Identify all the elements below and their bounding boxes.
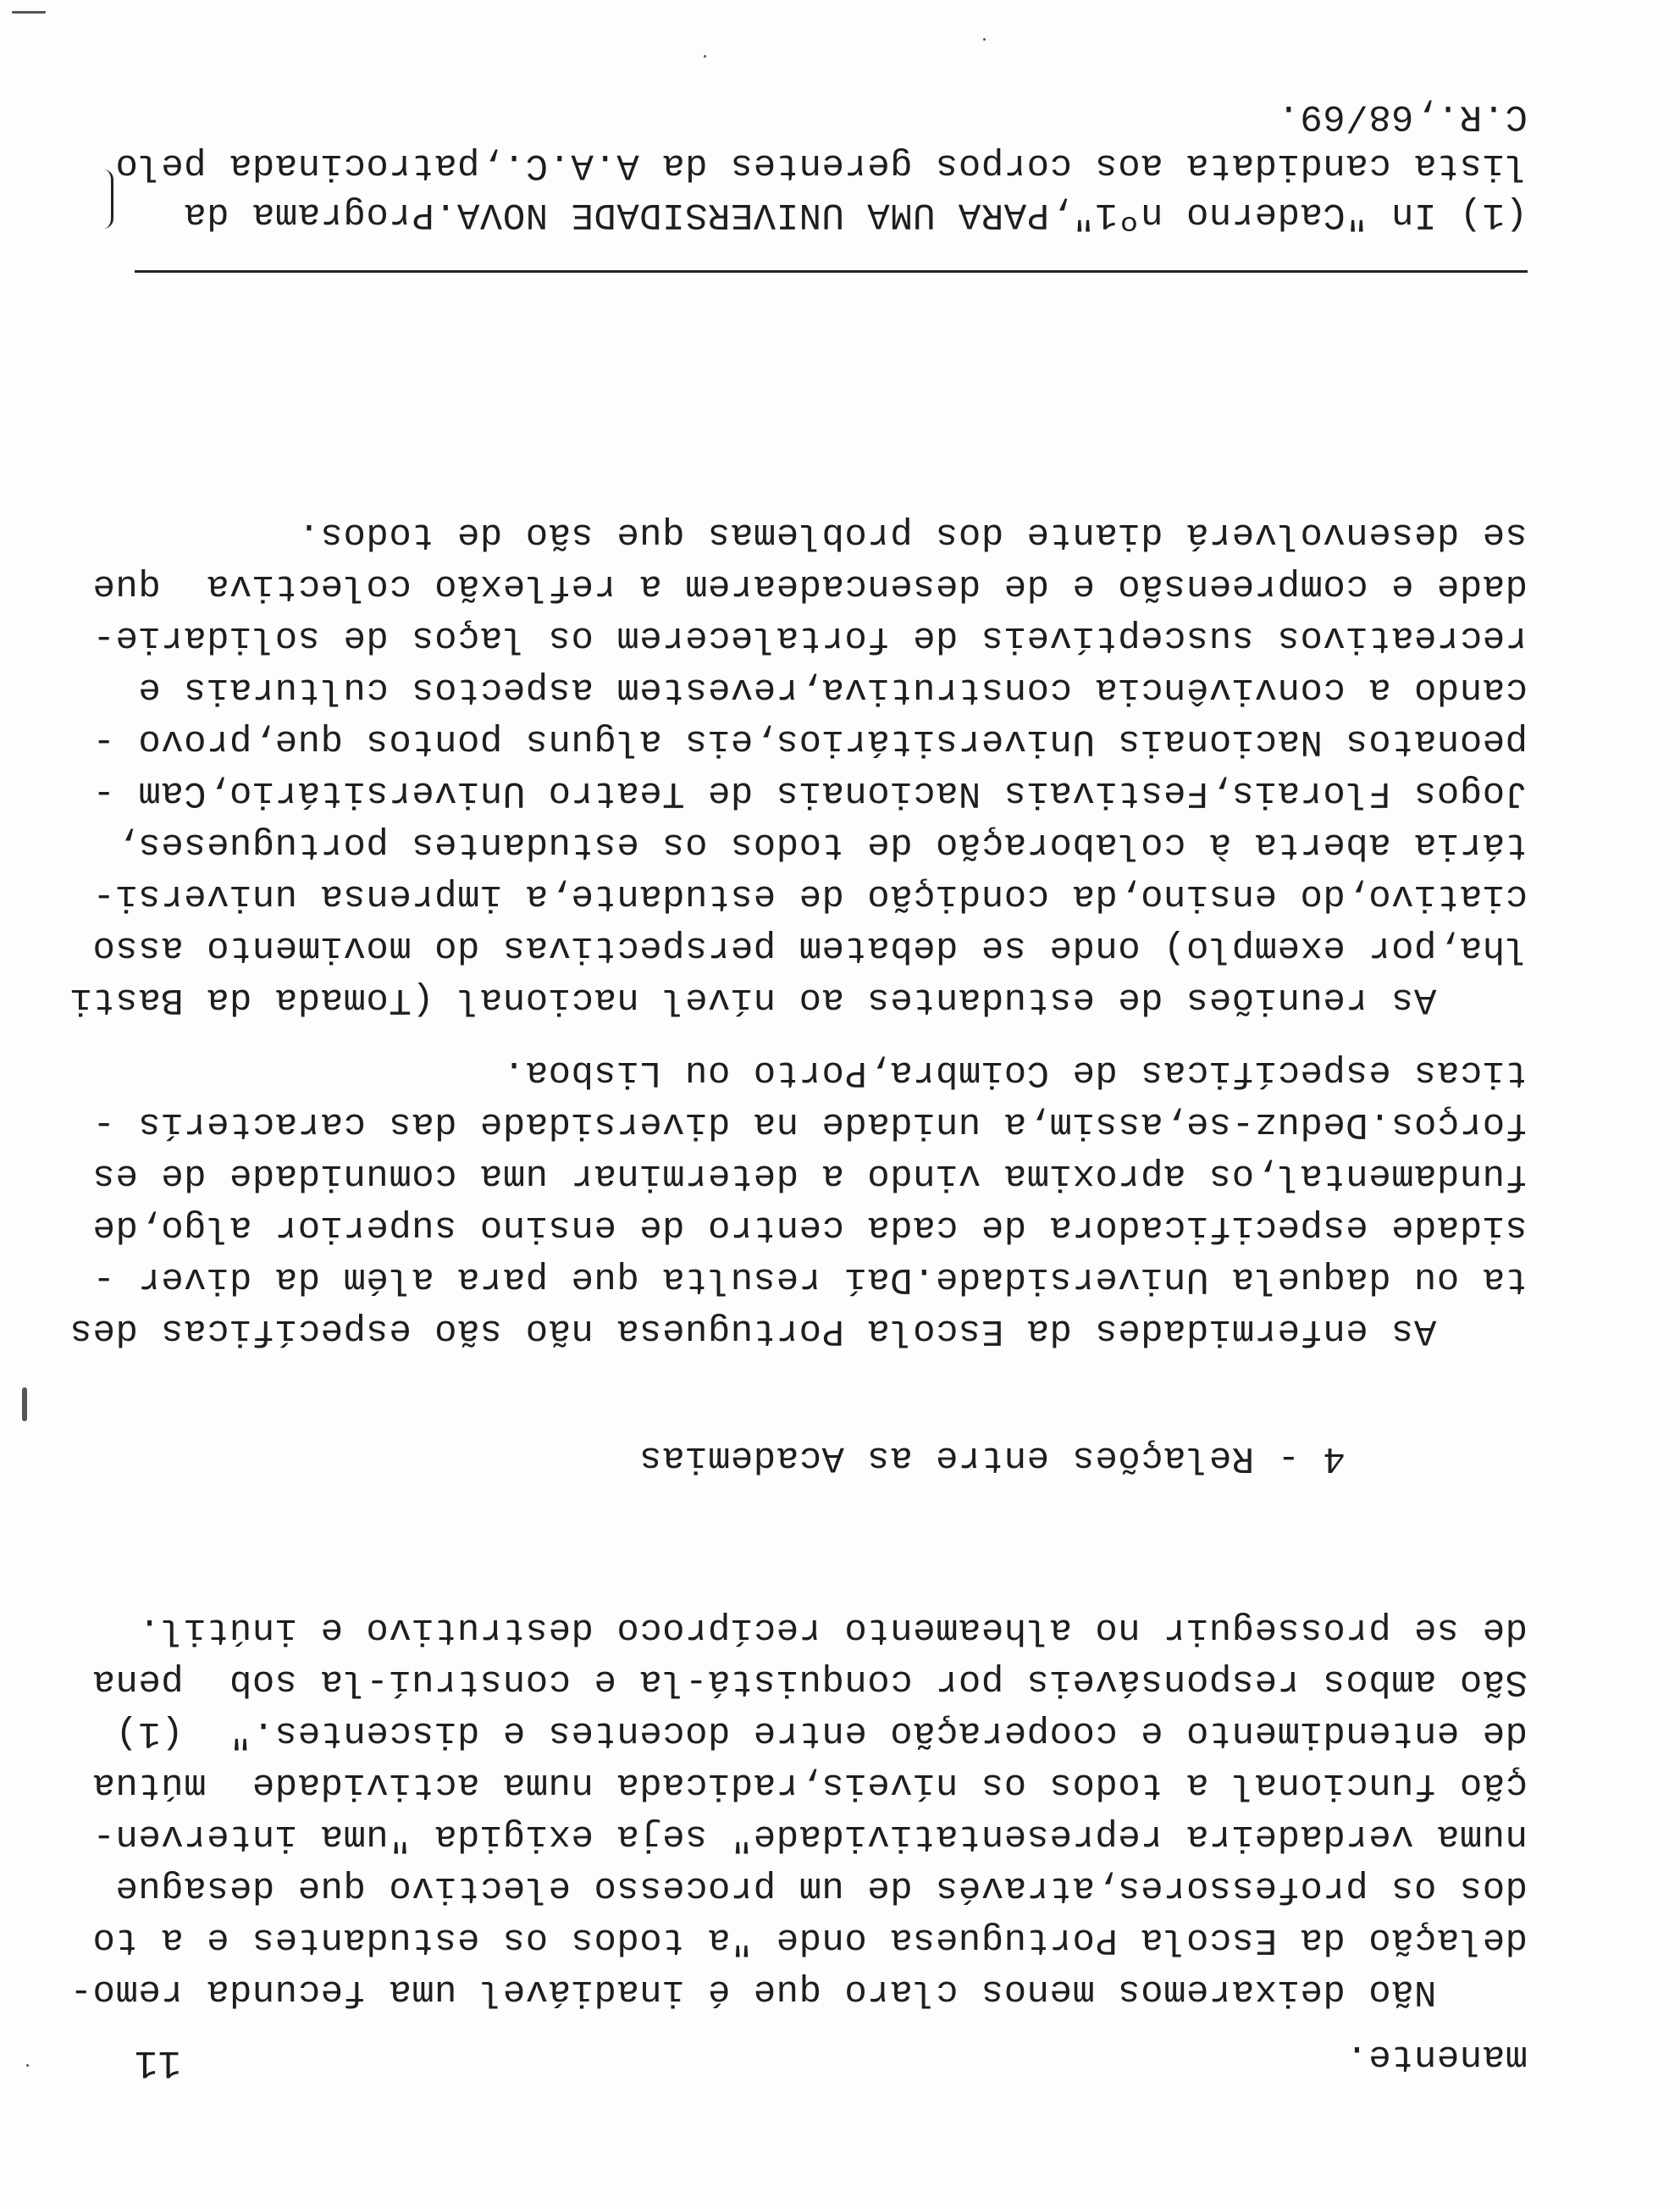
text-line: lha,por exemplo) onde se debatem perspectivas do movimento asso <box>92 927 1528 969</box>
text-line: numa verdadeira representatividade" seja exigida "uma interven- <box>92 1815 1528 1857</box>
text-line: ta ou daquela Universidade.Daí resulta que para além da diver - <box>92 1258 1528 1300</box>
text-line: de entendimento e cooperação entre docentes e discentes." (1) <box>114 1712 1528 1754</box>
page-number: 11 <box>134 2040 181 2084</box>
text-line: se desenvolverá diante dos problemas que são de todos. <box>297 513 1528 556</box>
text-line: Não deixaremos menos claro que é inadiável uma fecunda remo- <box>69 1970 1528 2012</box>
section-heading: 4 - Relações entre as Academias <box>638 1437 1528 1479</box>
text-line: forços.Deduz-se,assim,a unidade na diversidade das caracterís - <box>92 1103 1528 1145</box>
text-line: ção funcional a todos os níveis,radicada numa actividade mútua <box>92 1763 1528 1806</box>
text-line: ciativo,do ensino,da condição de estudante,a imprensa universi- <box>92 875 1528 917</box>
text-line: recreativos susceptíveis de fortalecerem os laços de solidarie- <box>92 617 1528 659</box>
text-line: cando a convivência construtiva,revestem aspectos culturais e <box>137 668 1528 711</box>
scan-speck <box>12 11 46 14</box>
text-line: peonatos Nacionais Universitários,eis alguns pontos que,provo - <box>92 720 1528 762</box>
footnote-line: C.R.,68/69. <box>1277 95 1528 137</box>
text-line: São ambos responsáveis por conquistá-la e construí-la sob pena <box>92 1660 1528 1702</box>
scan-speck <box>26 2064 29 2067</box>
text-line: As reuniões de estudantes ao nível nacional (Tomada da Basti <box>69 978 1528 1021</box>
text-line: manente. <box>1345 2035 1528 2078</box>
text-line: tária aberta à colaboração de todos os estudantes portugueses, <box>114 823 1528 866</box>
text-line: fundamental,os aproxima vindo a determinar uma comunidade de es <box>92 1154 1528 1197</box>
text-line: Jogos Florais,Festivais Nacionais de Teatro Universitário,Cam - <box>92 772 1528 814</box>
scan-speck <box>704 55 706 58</box>
text-line: dos os professores,através de um processo electivo que desague <box>114 1867 1528 1909</box>
text-line: ticas específicas de Coimbra,Porto ou Lisboa. <box>502 1051 1528 1093</box>
text-line: As enfermidades da Escola Portuguesa não são específicas des <box>69 1309 1528 1352</box>
text-line: de se prosseguir no alheamento recíproco destrutivo e inútil. <box>137 1608 1528 1651</box>
footnote-bracket-mark <box>99 169 113 229</box>
scan-speck <box>22 1387 27 1421</box>
footnote-line: lista candidata aos corpos gerentes da A.A.C.,patrocinada pelo <box>114 144 1528 186</box>
text-line: dade e compreensão e de desencadearem a reflexão colectiva que <box>92 565 1528 607</box>
scan-speck <box>983 38 986 41</box>
footnote-line: (1) In "Caderno nº1",PARA UMA UNIVERSIDADE NOVA.Programa da <box>183 193 1528 235</box>
footnote-divider <box>135 270 1528 273</box>
text-line: delação da Escola Portuguesa onde "a todos os estudantes e a to <box>92 1918 1528 1961</box>
text-line: sidade especificadora de cada centro de ensino superior algo,de <box>92 1206 1528 1248</box>
